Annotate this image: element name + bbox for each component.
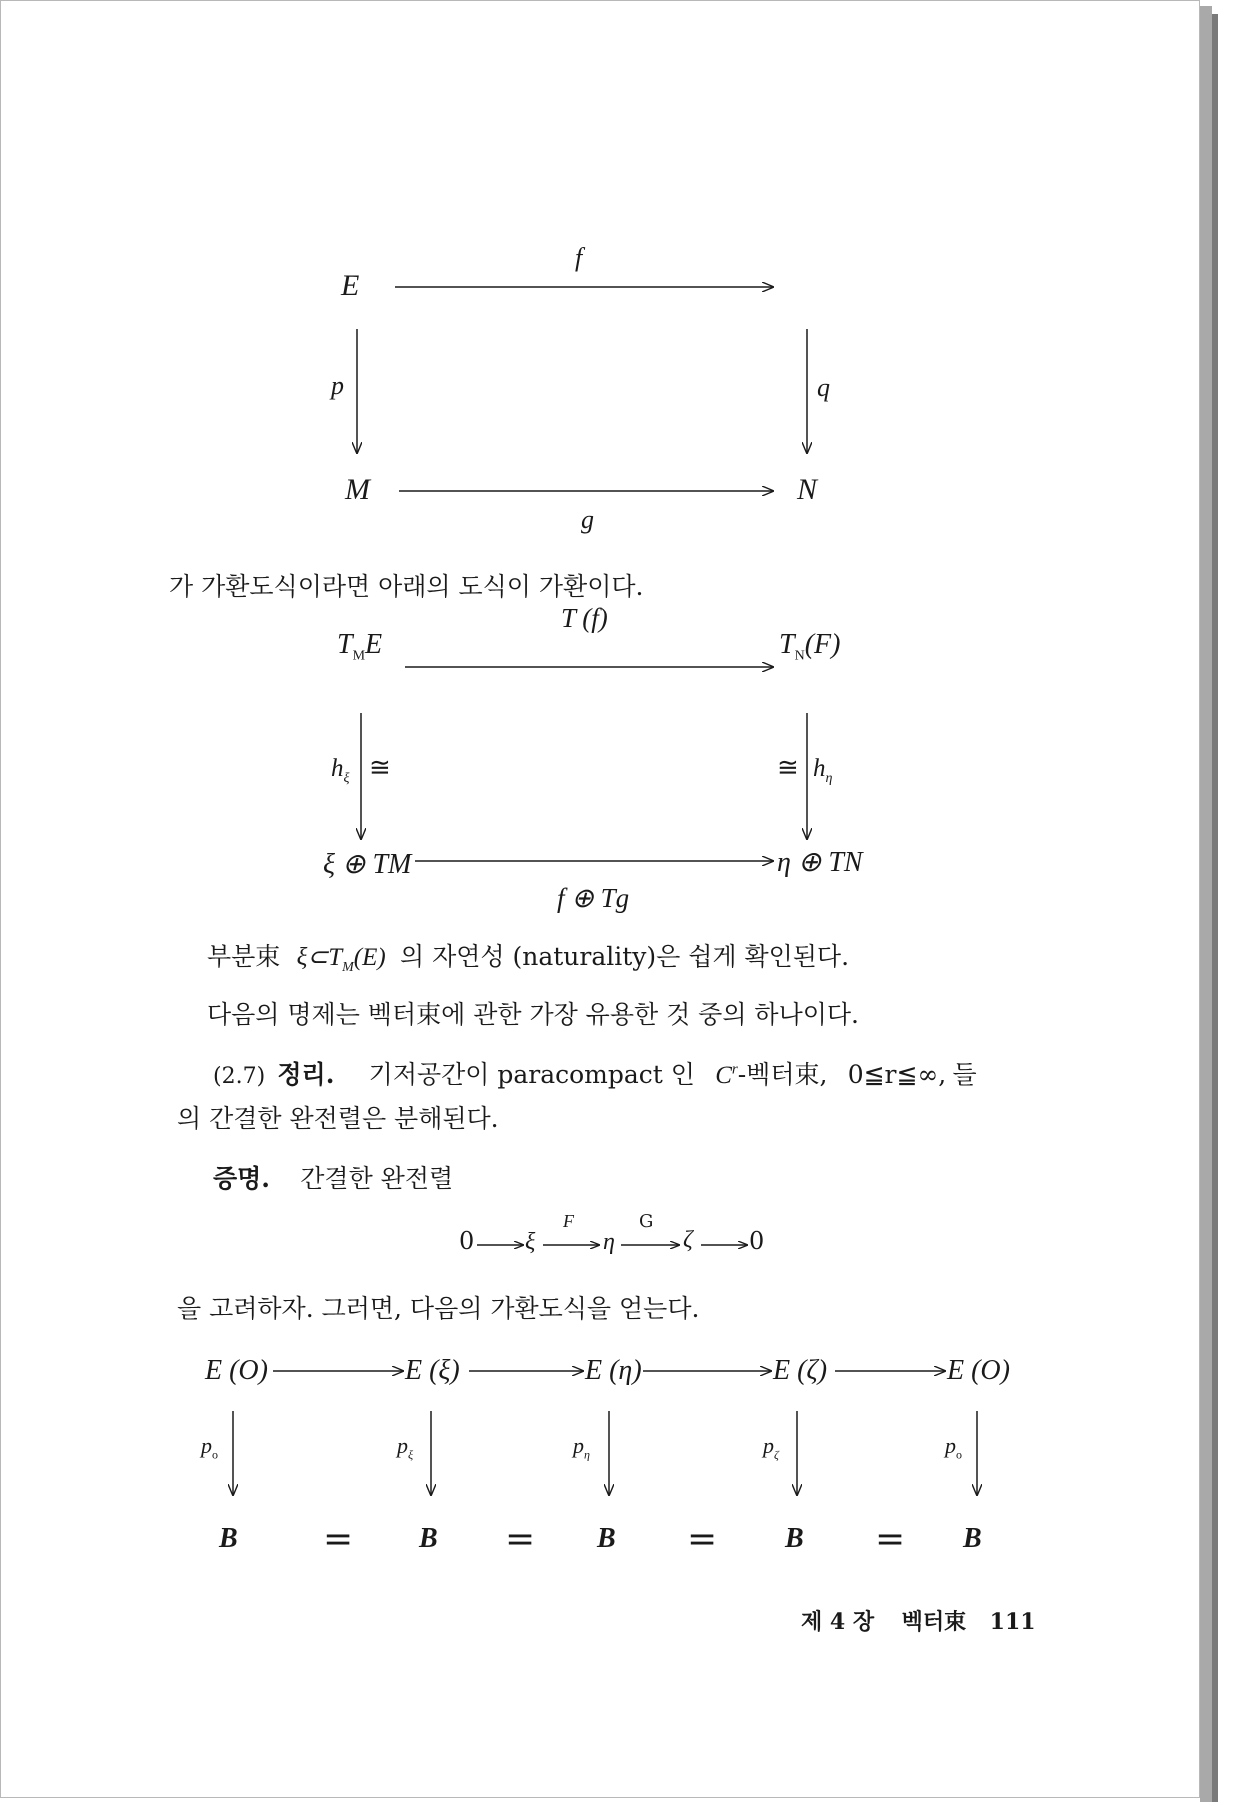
proj-4-sub: ζ bbox=[774, 1447, 779, 1462]
paragraph-consider: 을 고려하자. 그러면, 다음의 가환도식을 얻는다. bbox=[177, 1294, 700, 1323]
exact-sequence-arrows bbox=[1, 1211, 1200, 1281]
paragraph-next-proposition: 다음의 명제는 벡터束에 관한 가장 유용한 것 중의 하나이다. bbox=[207, 1000, 859, 1029]
page-edge-shadow-dark bbox=[1212, 14, 1218, 1802]
node-TNF-base: T bbox=[779, 629, 795, 660]
seq-zero-right: 0 bbox=[749, 1227, 765, 1255]
diagram-3-base-B-5: B bbox=[963, 1523, 982, 1554]
footer-chapter: 제 4 장 bbox=[801, 1609, 875, 1635]
diagram-3-base-B-1: B bbox=[219, 1523, 238, 1554]
diagram-2-node-eta-TN: η ⊕ TN bbox=[777, 847, 863, 878]
h-xi-base: h bbox=[331, 755, 344, 782]
diagram-3-top-E-eta: E (η) bbox=[585, 1355, 642, 1386]
diagram-2-iso-left: ≅ bbox=[369, 753, 391, 783]
proj-2-base: p bbox=[397, 1433, 408, 1458]
diagram-3-top-E-O-1: E (O) bbox=[205, 1355, 268, 1386]
diagram-2-label-fTg: f ⊕ Tg bbox=[557, 883, 630, 913]
diagram-3-top-E-O-2: E (O) bbox=[947, 1355, 1010, 1386]
naturality-math-sub: M bbox=[342, 960, 354, 975]
diagram-1-arrows bbox=[1, 1, 1200, 561]
diagram-3-eq-2: = bbox=[505, 1519, 536, 1560]
diagram-3-proj-5 bbox=[945, 1433, 962, 1462]
proj-1-sub: o bbox=[212, 1447, 218, 1462]
naturality-prefix: 부분束 bbox=[207, 942, 281, 971]
seq-label-F: F bbox=[563, 1211, 574, 1231]
diagram-2-label-h-eta bbox=[813, 755, 832, 787]
diagram-3-proj-1 bbox=[201, 1433, 218, 1462]
theorem-math-c: C bbox=[715, 1062, 732, 1089]
diagram-3-proj-3 bbox=[573, 1433, 590, 1462]
diagram-3-eq-3: = bbox=[687, 1519, 718, 1560]
seq-zero-left: 0 bbox=[459, 1227, 475, 1255]
diagram-1-label-g: g bbox=[581, 505, 594, 534]
diagram-2-label-Tf: T (f) bbox=[561, 603, 608, 633]
h-xi-sub: ξ bbox=[343, 771, 350, 786]
footer-title: 벡터束 bbox=[901, 1609, 967, 1635]
page-edge-shadow bbox=[1200, 6, 1212, 1802]
diagram-2-node-TME bbox=[337, 629, 382, 665]
theorem-text-b: -벡터束, bbox=[737, 1060, 828, 1089]
node-TME-rest: E bbox=[365, 629, 383, 660]
theorem-number: (2.7) bbox=[213, 1064, 266, 1089]
diagram-1-label-p: p bbox=[331, 371, 344, 400]
diagram-1-node-N: N bbox=[797, 473, 818, 506]
proj-3-base: p bbox=[573, 1433, 584, 1458]
diagram-3-proj-4 bbox=[763, 1433, 779, 1462]
diagram-2-label-h-xi bbox=[331, 755, 350, 787]
proof-intro bbox=[213, 1159, 453, 1195]
seq-xi: ξ bbox=[525, 1229, 536, 1255]
diagram-2-node-TNF bbox=[779, 629, 840, 665]
diagram-3-eq-1: = bbox=[323, 1519, 354, 1560]
diagram-3-top-E-zeta: E (ζ) bbox=[773, 1355, 828, 1386]
diagram-3-proj-2 bbox=[397, 1433, 413, 1462]
node-TME-base: T bbox=[337, 629, 353, 660]
paragraph-naturality bbox=[207, 937, 849, 976]
proj-5-sub: o bbox=[956, 1447, 962, 1462]
proj-3-sub: η bbox=[584, 1447, 590, 1462]
h-eta-base: h bbox=[813, 755, 826, 782]
h-eta-sub: η bbox=[825, 771, 833, 786]
node-TNF-sub: N bbox=[794, 648, 805, 664]
theorem-text-c: 들 bbox=[952, 1060, 977, 1089]
proof-label: 증명. bbox=[213, 1164, 271, 1193]
theorem-2-7 bbox=[213, 1055, 977, 1091]
naturality-suffix: 의 자연성 (naturality)은 쉽게 확인된다. bbox=[399, 942, 850, 971]
theorem-label: 정리. bbox=[277, 1060, 335, 1089]
proj-1-base: p bbox=[201, 1433, 212, 1458]
diagram-2-node-xi-TM: ξ ⊕ TM bbox=[323, 849, 412, 880]
proj-5-base: p bbox=[945, 1433, 956, 1458]
proj-2-sub: ξ bbox=[408, 1447, 414, 1462]
diagram-2-iso-right: ≅ bbox=[777, 753, 799, 783]
node-TME-sub: M bbox=[352, 648, 366, 664]
seq-label-G: G bbox=[639, 1211, 654, 1232]
diagram-3-base-B-4: B bbox=[785, 1523, 804, 1554]
text-commutative-condition: 가 가환도식이라면 아래의 도식이 가환이다. bbox=[169, 572, 644, 601]
theorem-range: 0≦r≦∞, bbox=[847, 1060, 947, 1089]
naturality-math-rest: (E) bbox=[353, 944, 386, 971]
diagram-1-label-f: f bbox=[575, 243, 583, 272]
diagram-1-node-M: M bbox=[345, 473, 370, 506]
page-number: 111 bbox=[989, 1609, 1036, 1635]
theorem-math-r: r bbox=[731, 1061, 738, 1078]
diagram-3-top-E-xi: E (ξ) bbox=[405, 1355, 460, 1386]
proj-4-base: p bbox=[763, 1433, 774, 1458]
diagram-3-base-B-2: B bbox=[419, 1523, 438, 1554]
node-TNF-rest: (F) bbox=[804, 629, 841, 660]
diagram-1-label-q: q bbox=[817, 373, 830, 402]
seq-eta: η bbox=[603, 1229, 615, 1255]
seq-zeta: ζ bbox=[683, 1227, 693, 1253]
diagram-3-base-B-3: B bbox=[597, 1523, 616, 1554]
diagram-3-eq-4: = bbox=[875, 1519, 906, 1560]
theorem-text-a: 기저공간이 paracompact 인 bbox=[368, 1060, 695, 1089]
proof-text: 간결한 완전렬 bbox=[300, 1164, 454, 1193]
naturality-math-xi: ξ⊂T bbox=[296, 944, 343, 971]
theorem-line-2: 의 간결한 완전렬은 분해된다. bbox=[177, 1104, 499, 1133]
page-footer bbox=[801, 1605, 1036, 1636]
diagram-1-node-E: E bbox=[341, 269, 360, 302]
